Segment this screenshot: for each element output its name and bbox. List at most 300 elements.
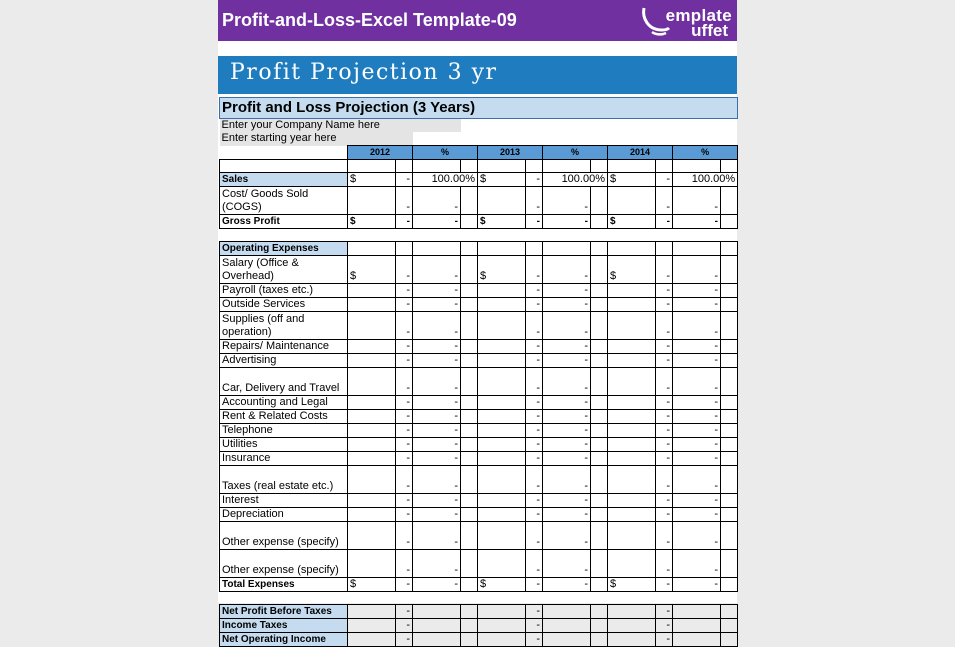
percent-cell[interactable]: 100.00%	[413, 172, 478, 186]
amount-cell[interactable]: -	[526, 493, 543, 507]
empty-cell	[461, 507, 478, 521]
amount-cell[interactable]: -	[396, 186, 413, 214]
empty-cell	[721, 591, 738, 604]
empty-cell	[721, 186, 738, 214]
amount-cell[interactable]: -	[396, 604, 413, 618]
amount-cell[interactable]: -	[526, 521, 543, 549]
percent-cell[interactable]	[543, 618, 591, 632]
amount-cell[interactable]: -	[526, 283, 543, 297]
percent-cell[interactable]: -	[413, 255, 461, 283]
percent-cell[interactable]: -	[543, 549, 591, 577]
amount-cell[interactable]: -	[526, 549, 543, 577]
amount-cell[interactable]: -	[656, 604, 673, 618]
amount-cell[interactable]: -	[396, 353, 413, 367]
dollar-cell[interactable]	[348, 395, 396, 409]
amount-cell[interactable]: -	[526, 437, 543, 451]
percent-cell[interactable]	[673, 604, 721, 618]
empty-cell	[396, 228, 413, 241]
empty-cell	[721, 353, 738, 367]
percent-cell[interactable]: -	[673, 283, 721, 297]
percent-cell[interactable]: -	[673, 437, 721, 451]
empty-cell	[348, 228, 396, 241]
empty-cell	[721, 119, 738, 133]
percent-cell[interactable]: -	[673, 255, 721, 283]
percent-cell[interactable]: -	[543, 437, 591, 451]
dollar-cell[interactable]	[478, 632, 526, 646]
dollar-cell[interactable]: $	[348, 214, 396, 228]
amount-cell[interactable]: -	[526, 507, 543, 521]
dollar-cell[interactable]	[348, 618, 396, 632]
percent-cell[interactable]: -	[543, 311, 591, 339]
dollar-cell[interactable]: $	[608, 255, 656, 283]
empty-cell	[591, 241, 608, 255]
dollar-cell[interactable]	[608, 367, 656, 395]
empty-cell	[461, 591, 478, 604]
empty-cell	[591, 618, 608, 632]
percent-cell[interactable]: -	[413, 186, 461, 214]
percent-cell[interactable]: -	[413, 214, 461, 228]
expense-row	[220, 353, 738, 367]
empty-cell	[591, 119, 608, 133]
company-row	[220, 119, 738, 133]
dollar-cell[interactable]	[348, 521, 396, 549]
empty-cell	[591, 507, 608, 521]
amount-cell[interactable]: -	[656, 367, 673, 395]
dollar-cell[interactable]	[478, 521, 526, 549]
empty-cell	[673, 241, 721, 255]
percent-cell[interactable]: 100.00%	[543, 172, 608, 186]
dollar-cell[interactable]	[608, 353, 656, 367]
dollar-cell[interactable]	[478, 283, 526, 297]
percent-cell[interactable]: -	[543, 214, 591, 228]
empty-cell	[591, 451, 608, 465]
expense-row	[220, 521, 738, 549]
dollar-cell[interactable]	[608, 632, 656, 646]
percent-cell[interactable]: -	[413, 367, 461, 395]
empty-cell	[673, 119, 721, 133]
empty-cell	[461, 132, 478, 146]
expense-row	[220, 507, 738, 521]
total-expenses-row	[220, 577, 738, 591]
dollar-cell[interactable]: $	[608, 214, 656, 228]
amount-cell[interactable]: -	[526, 604, 543, 618]
percent-cell[interactable]	[413, 618, 461, 632]
dollar-cell[interactable]	[348, 437, 396, 451]
dollar-cell[interactable]	[608, 437, 656, 451]
empty-cell	[461, 367, 478, 395]
amount-cell[interactable]: -	[396, 339, 413, 353]
dollar-cell[interactable]	[608, 451, 656, 465]
percent-cell[interactable]	[413, 632, 461, 646]
empty-cell	[413, 228, 461, 241]
empty-cell	[608, 241, 656, 255]
percent-cell[interactable]: -	[543, 186, 591, 214]
amount-cell[interactable]: -	[396, 507, 413, 521]
percent-cell[interactable]: -	[413, 409, 461, 423]
amount-cell[interactable]: -	[656, 255, 673, 283]
empty-cell	[461, 255, 478, 283]
empty-cell	[721, 465, 738, 493]
empty-cell	[591, 367, 608, 395]
amount-cell[interactable]: -	[526, 297, 543, 311]
empty-cell	[656, 241, 673, 255]
spreadsheet-page	[218, 0, 737, 645]
dollar-cell[interactable]	[608, 604, 656, 618]
dollar-cell[interactable]	[478, 311, 526, 339]
amount-cell[interactable]: -	[396, 395, 413, 409]
dollar-cell[interactable]	[478, 507, 526, 521]
percent-cell[interactable]: -	[543, 577, 591, 591]
expense-row-label: Payroll (taxes etc.)	[220, 283, 348, 297]
percent-cell[interactable]: -	[413, 521, 461, 549]
dollar-cell[interactable]	[608, 409, 656, 423]
percent-cell[interactable]: -	[543, 423, 591, 437]
percent-cell[interactable]: -	[543, 507, 591, 521]
percent-cell[interactable]: -	[673, 297, 721, 311]
amount-cell[interactable]: -	[396, 367, 413, 395]
dollar-cell[interactable]	[348, 423, 396, 437]
dollar-cell[interactable]	[348, 549, 396, 577]
expense-row	[220, 451, 738, 465]
empty-cell	[591, 604, 608, 618]
starting-year-input[interactable]: Enter starting year here	[220, 132, 413, 146]
amount-cell[interactable]: -	[656, 618, 673, 632]
amount-cell[interactable]: -	[526, 632, 543, 646]
percent-cell[interactable]: -	[413, 311, 461, 339]
amount-cell[interactable]: -	[396, 283, 413, 297]
dollar-cell[interactable]	[608, 465, 656, 493]
dollar-cell[interactable]	[478, 437, 526, 451]
empty-cell	[461, 604, 478, 618]
empty-cell	[543, 591, 591, 604]
amount-cell[interactable]: -	[656, 549, 673, 577]
percent-cell[interactable]: -	[543, 521, 591, 549]
empty-cell	[461, 451, 478, 465]
percent-cell[interactable]	[413, 604, 461, 618]
percent-cell[interactable]: -	[543, 451, 591, 465]
sales-row	[220, 172, 738, 186]
percent-cell[interactable]: -	[543, 395, 591, 409]
dollar-cell[interactable]	[348, 632, 396, 646]
empty-cell	[673, 159, 721, 172]
percent-cell[interactable]: -	[543, 367, 591, 395]
percent-cell[interactable]: -	[543, 339, 591, 353]
dollar-cell[interactable]	[348, 297, 396, 311]
amount-cell[interactable]: -	[526, 423, 543, 437]
dollar-cell[interactable]	[348, 409, 396, 423]
dollar-cell[interactable]	[348, 339, 396, 353]
dollar-cell[interactable]: $	[478, 577, 526, 591]
empty-cell	[591, 577, 608, 591]
column-header: 2014	[608, 146, 673, 160]
dollar-cell[interactable]	[348, 353, 396, 367]
dollar-cell[interactable]	[608, 423, 656, 437]
percent-cell[interactable]: -	[413, 339, 461, 353]
amount-cell[interactable]: -	[396, 409, 413, 423]
dollar-cell[interactable]	[608, 507, 656, 521]
amount-cell[interactable]: -	[396, 214, 413, 228]
amount-cell[interactable]: -	[396, 577, 413, 591]
dollar-cell[interactable]: $	[348, 577, 396, 591]
expense-row	[220, 255, 738, 283]
sales-row-label: Sales	[220, 172, 348, 186]
dollar-cell[interactable]	[348, 493, 396, 507]
amount-cell[interactable]: -	[396, 423, 413, 437]
percent-cell[interactable]: -	[413, 395, 461, 409]
percent-cell[interactable]: -	[673, 465, 721, 493]
dollar-cell[interactable]	[608, 297, 656, 311]
empty-cell	[721, 604, 738, 618]
expense-row	[220, 465, 738, 493]
dollar-cell[interactable]	[608, 339, 656, 353]
dollar-cell[interactable]	[608, 521, 656, 549]
opex-header: Operating Expenses	[220, 241, 348, 255]
dollar-cell[interactable]	[478, 409, 526, 423]
sheet-title: Profit and Loss Projection (3 Years)	[220, 98, 738, 119]
dollar-cell[interactable]	[348, 507, 396, 521]
percent-cell[interactable]: -	[673, 451, 721, 465]
amount-cell[interactable]: -	[656, 632, 673, 646]
amount-cell[interactable]: -	[396, 465, 413, 493]
empty-cell	[348, 159, 396, 172]
percent-cell[interactable]: -	[413, 353, 461, 367]
empty-cell	[461, 632, 478, 646]
amount-cell[interactable]: -	[656, 521, 673, 549]
percent-cell[interactable]: -	[543, 283, 591, 297]
amount-cell[interactable]: -	[656, 437, 673, 451]
percent-cell[interactable]: -	[413, 577, 461, 591]
empty-cell	[461, 297, 478, 311]
amount-cell[interactable]: -	[526, 311, 543, 339]
amount-cell[interactable]: -	[656, 423, 673, 437]
dollar-cell[interactable]	[348, 367, 396, 395]
dollar-cell[interactable]	[478, 297, 526, 311]
empty-cell	[220, 591, 348, 604]
empty-cell	[461, 437, 478, 451]
amount-cell[interactable]: -	[656, 339, 673, 353]
amount-cell[interactable]: -	[656, 283, 673, 297]
amount-cell[interactable]: -	[656, 311, 673, 339]
amount-cell[interactable]: -	[526, 367, 543, 395]
percent-cell[interactable]: -	[673, 493, 721, 507]
empty-cell	[461, 283, 478, 297]
empty-cell	[478, 241, 526, 255]
percent-cell[interactable]	[673, 618, 721, 632]
percent-cell[interactable]: -	[543, 465, 591, 493]
dollar-cell[interactable]	[608, 283, 656, 297]
amount-cell[interactable]: -	[656, 186, 673, 214]
percent-cell[interactable]: -	[413, 437, 461, 451]
dollar-cell[interactable]	[478, 339, 526, 353]
amount-cell[interactable]: -	[396, 549, 413, 577]
empty-cell	[478, 591, 526, 604]
dollar-cell[interactable]: $	[478, 172, 526, 186]
percent-cell[interactable]: -	[673, 395, 721, 409]
percent-cell[interactable]: -	[413, 423, 461, 437]
percent-cell[interactable]: -	[673, 311, 721, 339]
empty-cell	[721, 618, 738, 632]
amount-cell[interactable]: -	[656, 409, 673, 423]
amount-cell[interactable]: -	[656, 172, 673, 186]
percent-cell[interactable]: -	[413, 493, 461, 507]
amount-cell[interactable]: -	[396, 172, 413, 186]
dollar-cell[interactable]	[348, 465, 396, 493]
percent-cell[interactable]: -	[673, 507, 721, 521]
dollar-cell[interactable]: $	[478, 255, 526, 283]
empty-cell	[721, 367, 738, 395]
amount-cell[interactable]: -	[526, 353, 543, 367]
empty-cell	[591, 549, 608, 577]
empty-cell	[478, 119, 526, 133]
amount-cell[interactable]: -	[656, 577, 673, 591]
amount-cell[interactable]: -	[526, 451, 543, 465]
percent-cell[interactable]: -	[673, 353, 721, 367]
percent-cell[interactable]: -	[413, 297, 461, 311]
percent-cell[interactable]: -	[673, 339, 721, 353]
dollar-cell[interactable]	[478, 423, 526, 437]
expense-row	[220, 437, 738, 451]
amount-cell[interactable]: -	[526, 577, 543, 591]
amount-cell[interactable]: -	[396, 311, 413, 339]
amount-cell[interactable]: -	[656, 395, 673, 409]
empty-cell	[461, 409, 478, 423]
empty-cell	[721, 311, 738, 339]
amount-cell[interactable]: -	[396, 632, 413, 646]
dollar-cell[interactable]	[478, 604, 526, 618]
percent-cell[interactable]: -	[673, 577, 721, 591]
amount-cell[interactable]: -	[526, 618, 543, 632]
percent-cell[interactable]: -	[413, 549, 461, 577]
empty-cell	[396, 159, 413, 172]
percent-cell[interactable]: -	[673, 367, 721, 395]
dollar-cell[interactable]	[348, 604, 396, 618]
percent-cell[interactable]	[673, 632, 721, 646]
dollar-cell[interactable]	[348, 186, 396, 214]
dollar-cell[interactable]	[348, 311, 396, 339]
empty-cell	[608, 132, 656, 146]
percent-cell[interactable]: -	[673, 549, 721, 577]
dollar-cell[interactable]	[348, 283, 396, 297]
dollar-cell[interactable]	[478, 451, 526, 465]
spacer-row	[220, 591, 738, 604]
empty-cell	[461, 339, 478, 353]
amount-cell[interactable]: -	[526, 186, 543, 214]
empty-cell	[461, 423, 478, 437]
amount-cell[interactable]: -	[656, 214, 673, 228]
dollar-cell[interactable]	[608, 395, 656, 409]
amount-cell[interactable]: -	[526, 465, 543, 493]
expense-row-label: Supplies (off and operation)	[220, 311, 348, 339]
dollar-cell[interactable]	[348, 451, 396, 465]
amount-cell[interactable]: -	[656, 493, 673, 507]
dollar-cell[interactable]	[608, 311, 656, 339]
amount-cell[interactable]: -	[396, 255, 413, 283]
amount-cell[interactable]: -	[656, 297, 673, 311]
dollar-cell[interactable]	[608, 186, 656, 214]
dollar-cell[interactable]: $	[478, 214, 526, 228]
amount-cell[interactable]: -	[656, 507, 673, 521]
empty-cell	[656, 159, 673, 172]
dollar-cell[interactable]	[478, 367, 526, 395]
dollar-cell[interactable]	[478, 395, 526, 409]
percent-cell[interactable]: -	[673, 186, 721, 214]
percent-cell[interactable]: -	[543, 409, 591, 423]
percent-cell[interactable]: -	[673, 214, 721, 228]
percent-cell[interactable]: -	[673, 423, 721, 437]
amount-cell[interactable]: -	[526, 395, 543, 409]
spacer-row	[220, 159, 738, 172]
amount-cell[interactable]: -	[396, 451, 413, 465]
empty-cell	[461, 493, 478, 507]
amount-cell[interactable]: -	[526, 339, 543, 353]
amount-cell[interactable]: -	[396, 297, 413, 311]
amount-cell[interactable]: -	[526, 255, 543, 283]
amount-cell[interactable]: -	[526, 409, 543, 423]
dollar-cell[interactable]	[478, 618, 526, 632]
dollar-cell[interactable]	[478, 549, 526, 577]
percent-cell[interactable]: -	[413, 283, 461, 297]
dollar-cell[interactable]	[608, 549, 656, 577]
empty-cell	[591, 311, 608, 339]
percent-cell[interactable]: -	[673, 409, 721, 423]
dollar-cell[interactable]: $	[608, 577, 656, 591]
amount-cell[interactable]: -	[656, 465, 673, 493]
empty-cell	[461, 119, 478, 133]
percent-cell[interactable]	[543, 604, 591, 618]
amount-cell[interactable]: -	[526, 214, 543, 228]
percent-cell[interactable]	[543, 632, 591, 646]
dollar-cell[interactable]	[478, 353, 526, 367]
empty-cell	[526, 228, 543, 241]
dollar-cell[interactable]	[478, 493, 526, 507]
empty-cell	[656, 591, 673, 604]
percent-cell[interactable]: 100.00%	[673, 172, 738, 186]
empty-cell	[461, 521, 478, 549]
column-header: %	[413, 146, 478, 160]
percent-cell[interactable]: -	[543, 297, 591, 311]
dollar-cell[interactable]: $	[608, 172, 656, 186]
amount-cell[interactable]: -	[656, 353, 673, 367]
amount-cell[interactable]: -	[396, 521, 413, 549]
percent-cell[interactable]: -	[543, 493, 591, 507]
dollar-cell[interactable]	[478, 465, 526, 493]
dollar-cell[interactable]	[608, 493, 656, 507]
dollar-cell[interactable]: $	[348, 255, 396, 283]
percent-cell[interactable]: -	[413, 465, 461, 493]
amount-cell[interactable]: -	[656, 451, 673, 465]
net-operating-income-row-label: Net Operating Income	[220, 632, 348, 646]
percent-cell[interactable]: -	[543, 255, 591, 283]
amount-cell[interactable]: -	[396, 493, 413, 507]
amount-cell[interactable]: -	[396, 618, 413, 632]
percent-cell[interactable]: -	[413, 507, 461, 521]
empty-cell	[461, 159, 478, 172]
empty-cell	[461, 577, 478, 591]
percent-cell[interactable]: -	[413, 451, 461, 465]
dollar-cell[interactable]: $	[348, 172, 396, 186]
empty-cell	[721, 423, 738, 437]
company-name-input[interactable]: Enter your Company Name here	[220, 119, 461, 133]
amount-cell[interactable]: -	[396, 437, 413, 451]
column-header: 2012	[348, 146, 413, 160]
dollar-cell[interactable]	[478, 186, 526, 214]
percent-cell[interactable]: -	[543, 353, 591, 367]
amount-cell[interactable]: -	[526, 172, 543, 186]
empty-cell	[721, 577, 738, 591]
dollar-cell[interactable]	[608, 618, 656, 632]
percent-cell[interactable]: -	[673, 521, 721, 549]
empty-cell	[413, 132, 461, 146]
